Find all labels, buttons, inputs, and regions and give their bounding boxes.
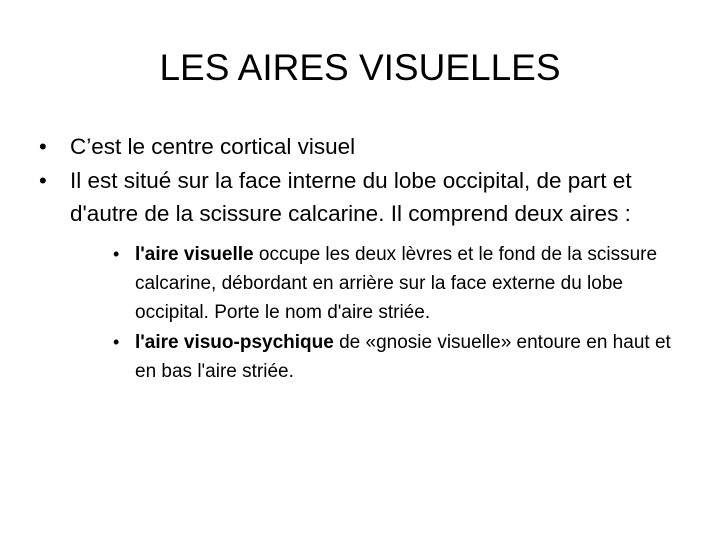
bullet-list	[36, 130, 686, 387]
bullet-text: C’est le centre cortical visuel	[70, 134, 356, 159]
sub-bullet-item	[70, 240, 686, 327]
sub-bullet-item	[70, 328, 686, 386]
bullet-dot-icon: •	[39, 134, 47, 159]
sub-bullet-list	[70, 240, 686, 386]
sub-bullet-term: l'aire visuelle	[135, 244, 254, 265]
sub-bullet-dot-icon: •	[113, 332, 120, 352]
bullet-item	[36, 164, 686, 386]
bullet-item	[36, 130, 686, 163]
sub-bullet-dot-icon: •	[113, 244, 120, 264]
sub-bullet-term: l'aire visuo-psychique	[135, 332, 334, 353]
bullet-dot-icon: •	[39, 168, 47, 193]
bullet-text: Il est situé sur la face interne du lobe occipital, de part et d'autre de la scissure calcarine. Il comprend deux aires :	[70, 168, 632, 226]
sub-bullet-text: occupe les deux lèvres et le fond de la scissure calcarine, débordant en arrière sur la face externe du lobe occipital. Porte le nom d'aire striée.	[135, 244, 658, 323]
sub-bullet-text: de «gnosie visuelle» entoure en haut et en bas l'aire striée.	[135, 332, 671, 382]
slide-title: LES AIRES VISUELLES	[159, 47, 561, 88]
